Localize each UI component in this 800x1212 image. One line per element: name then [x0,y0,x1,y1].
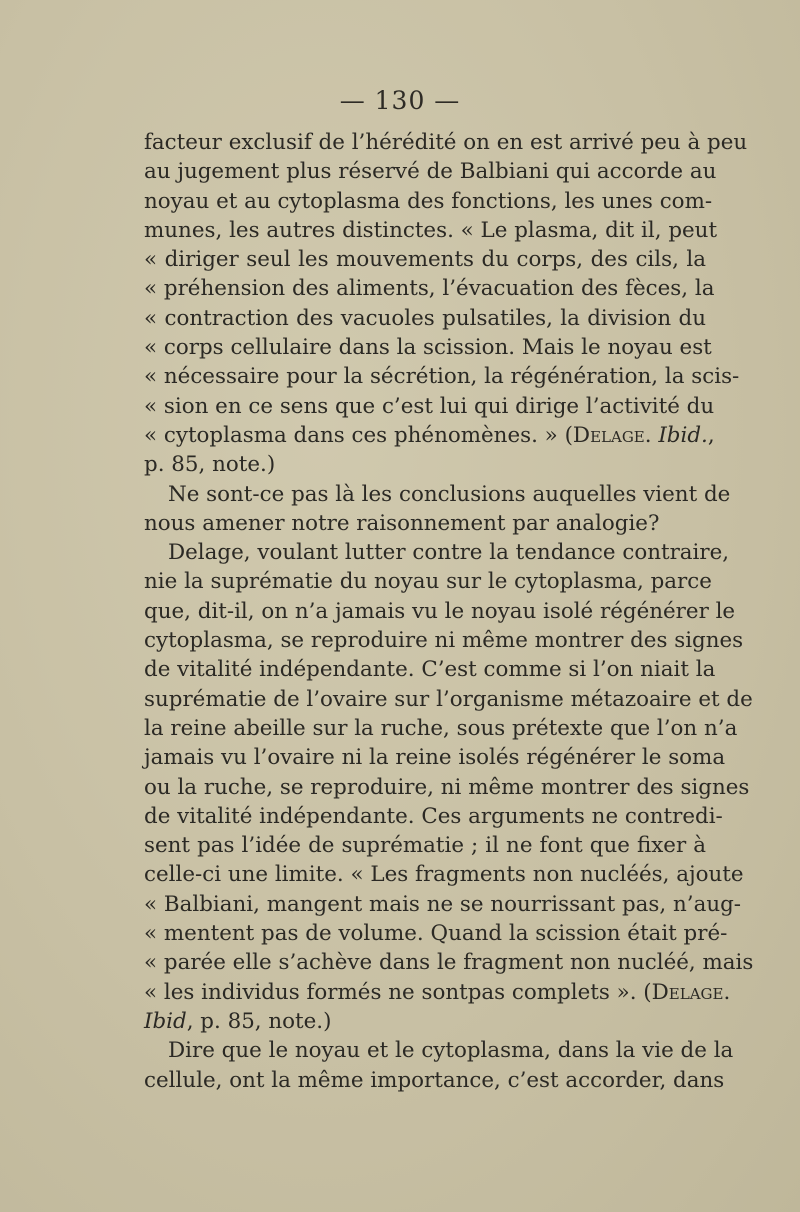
line-text: ou la ruche, se reproduire, ni même montrer des signes [144,774,750,800]
text-line [144,450,706,479]
line-text: « mentent pas de volume. Quand la scission était pré- [144,921,728,947]
line-text: munes, les autres distinctes. « Le plasma, dit il, peut [144,217,718,243]
text-line [144,187,713,216]
text-line [144,157,717,186]
line-text: « sion en ce sens que c’est lui qui dirige l’activité du [144,393,715,419]
line-text: suprématie de l’ovaire sur l’organisme métazoaire et de [144,686,753,712]
line-text: celle-ci une limite. « Les fragments non nucléés, ajoute [144,862,744,888]
text-line [144,860,744,889]
text-line [144,978,731,1007]
text-line [144,773,750,802]
text-line [144,128,748,157]
text-line [144,948,754,977]
line-text: « les individus formés ne sontpas complets ». ( [144,979,652,1005]
line-text: « diriger seul les mouvements du corps, des cils, la [144,247,706,273]
line-text: facteur exclusif de l’hérédité on en est arrivé peu à peu [144,130,748,155]
text-line [144,802,723,831]
text-line [144,392,715,421]
text-line [144,245,706,274]
line-text: « cytoplasma dans ces phénomènes. » ( [144,422,573,448]
author-smallcaps: Delage [651,979,724,1005]
line-text: sent pas l’idée de suprématie ; il ne font que fixer à [144,833,706,859]
text-line [144,714,738,743]
text-line [144,685,753,714]
text-line [144,919,728,948]
line-text: « nécessaire pour la sécrétion, la régénération, la scis- [144,364,740,390]
text-line [144,567,712,596]
line-text: Delage, voulant lutter contre la tendance contraire, [168,540,730,566]
line-text: . [644,422,659,448]
line-text: « contraction des vacuoles pulsatiles, la division du [144,305,706,331]
citation-italic: Ibid. [658,422,708,448]
text-line [144,1007,706,1036]
text-line [144,538,730,567]
line-text: « préhension des aliments, l’évacuation des fèces, la [144,276,715,302]
text-line [144,597,736,626]
line-text: « parée elle s’achève dans le fragment non nucléé, mais [144,950,754,976]
text-line [144,274,715,303]
author-smallcaps: Delage [572,422,645,448]
line-text: « corps cellulaire dans la scission. Mais le noyau est [144,335,712,361]
text-line [144,304,706,333]
text-line [144,743,726,772]
line-text: de vitalité indépendante. C’est comme si l’on niait la [144,657,716,683]
line-text: « Balbiani, mangent mais ne se nourrissant pas, n’aug- [144,891,742,917]
line-text: de vitalité indépendante. Ces arguments ne contredi- [144,803,723,829]
text-line [144,362,740,391]
line-text: la reine abeille sur la ruche, sous prétexte que l’on n’a [144,715,738,741]
text-line [144,509,706,538]
citation-italic: Ibid [144,1008,187,1034]
line-text: que, dit-il, on n’a jamais vu le noyau isolé régénérer le [144,598,736,624]
line-text: au jugement plus réservé de Balbiani qui accorde au [144,159,717,185]
text-line [144,831,706,860]
line-text: p. 85, note.) [144,452,276,478]
line-text: jamais vu l’ovaire ni la reine isolés régénérer le soma [144,745,726,771]
line-text: Ne sont-ce pas là les conclusions auquelles vient de [168,481,731,507]
line-text: cytoplasma, se reproduire ni même montrer des signes [144,628,744,654]
page-number: — 130 — [339,86,461,115]
text-line [144,333,712,362]
text-line [144,480,731,509]
line-text: . [723,979,731,1005]
text-line [144,655,716,684]
text-line [144,626,744,655]
text-line [144,890,742,919]
body-text [144,128,754,1095]
text-line [144,216,718,245]
line-text: nous amener notre raisonnement par analogie? [144,510,660,536]
text-line [144,1036,734,1065]
text-line [144,421,715,450]
text-line [144,1066,725,1095]
line-text: Dire que le noyau et le cytoplasma, dans la vie de la [168,1038,734,1064]
line-text: cellule, ont la même importance, c’est accorder, dans [144,1067,725,1093]
line-text: , [707,422,715,448]
line-text: nie la suprématie du noyau sur le cytoplasma, parce [144,569,712,595]
line-text: , p. 85, note.) [186,1008,332,1034]
line-text: noyau et au cytoplasma des fonctions, les unes com- [144,188,713,214]
